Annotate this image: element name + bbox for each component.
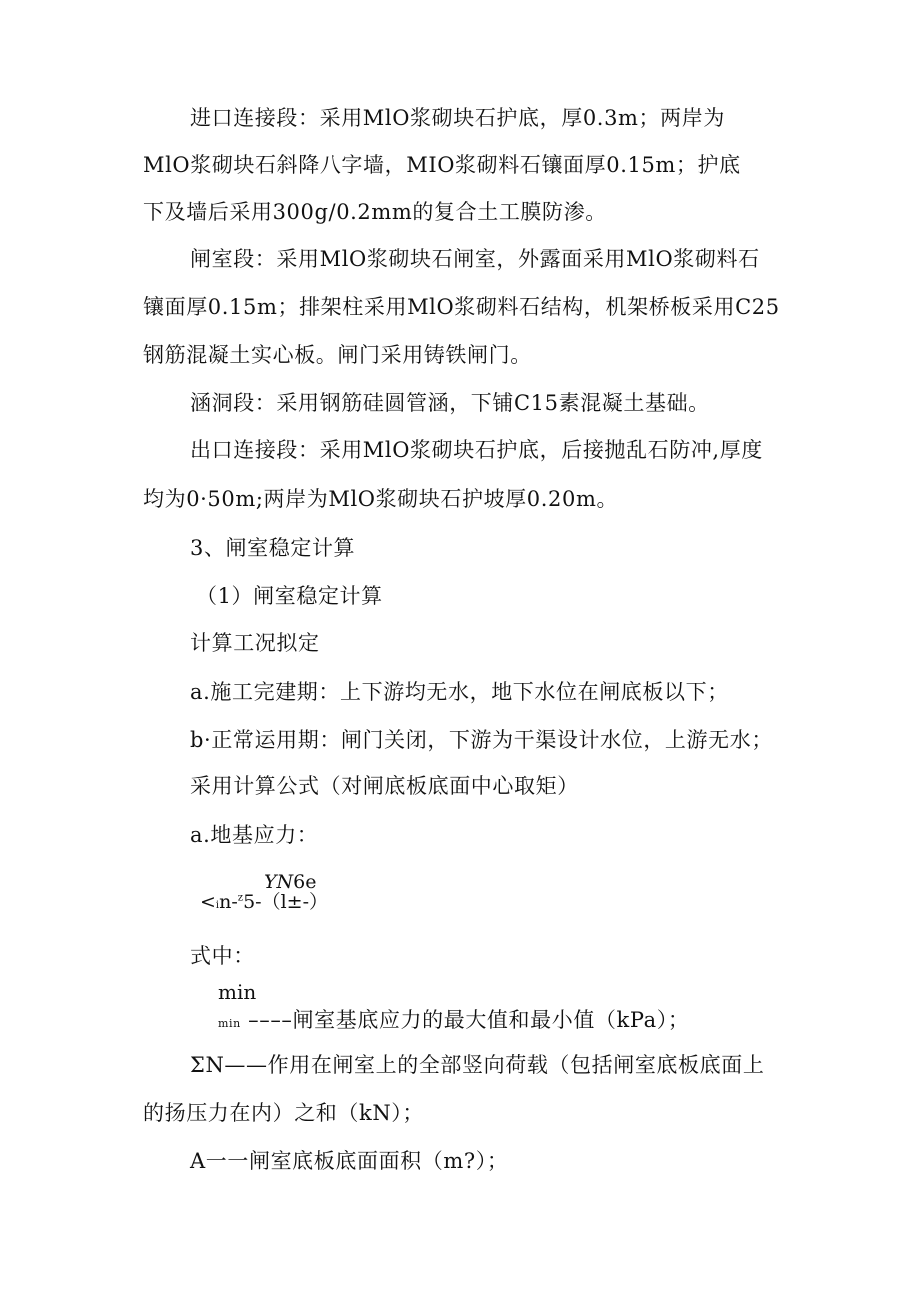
sum-n-definition-line2: 的扬压力在内）之和（kN）；: [143, 1101, 424, 1125]
formula-numerator-plain: 6e: [293, 871, 317, 893]
sum-n-definition-line1: ΣN——作用在闸室上的全部竖向荷载（包括闸室底板底面上: [190, 1053, 765, 1077]
min-symbol: min: [218, 980, 257, 1004]
formula-sup-z: z: [237, 892, 244, 904]
formula-sub-i: i: [215, 900, 220, 911]
para-inlet-line3: 下及墙后采用300g/0.2mm的复合土工膜防渗。: [143, 200, 607, 224]
min-subscript: min: [218, 1017, 241, 1030]
para-culvert: 涵洞段：采用钢筋硅圆管涵，下铺C15素混凝土基础。: [190, 391, 710, 415]
min-definition: [218, 1010, 689, 1031]
foundation-stress-label: a.地基应力：: [190, 823, 319, 847]
min-definition-text: ––––闸室基底应力的最大值和最小值（kPa）；: [248, 1008, 690, 1032]
formula-tail: 5-（l±-）: [243, 891, 329, 913]
condition-a: a.施工完建期：上下游均无水，地下水位在闸底板以下；: [190, 680, 729, 704]
section-heading: 3、闸室稳定计算: [190, 536, 356, 560]
where-label: 式中：: [190, 944, 255, 968]
area-definition: A一一闸室底板底面面积（m?）；: [190, 1149, 509, 1173]
formula-numerator-italic: YN: [264, 871, 294, 893]
formula-numerator: [264, 871, 317, 893]
subsection-heading: （1）闸室稳定计算: [196, 584, 383, 608]
para-chamber-line1: 闸室段：采用MlO浆砌块石闸室，外露面采用MlO浆砌料石: [190, 247, 760, 271]
para-outlet-line2: 均为0·50m;两岸为MlO浆砌块石护坡厚0.20m。: [143, 487, 619, 511]
formula-main: [200, 893, 328, 912]
condition-b: b·正常运用期：闸门关闭，下游为干渠设计水位，上游无水；: [190, 728, 773, 752]
formula-body: n-: [219, 891, 238, 913]
para-chamber-line2: 镶面厚0.15m；排架柱采用MlO浆砌料石结构，机架桥板采用C25: [143, 295, 780, 319]
para-chamber-line3: 钢筋混凝土实心板。闸门采用铸铁闸门。: [143, 343, 532, 367]
formula-lead: <: [200, 891, 216, 913]
para-outlet-line1: 出口连接段：采用MlO浆砌块石护底，后接抛乱石防冲,厚度: [190, 438, 763, 462]
condition-heading: 计算工况拟定: [190, 631, 320, 655]
para-inlet-line2: MlO浆砌块石斜降八字墙，MIO浆砌料石镶面厚0.15m；护底: [143, 153, 741, 177]
para-inlet-line1: 进口连接段：采用MlO浆砌块石护底，厚0.3m；两岸为: [190, 106, 725, 130]
formula-intro: 采用计算公式（对闸底板底面中心取矩）: [190, 774, 579, 798]
